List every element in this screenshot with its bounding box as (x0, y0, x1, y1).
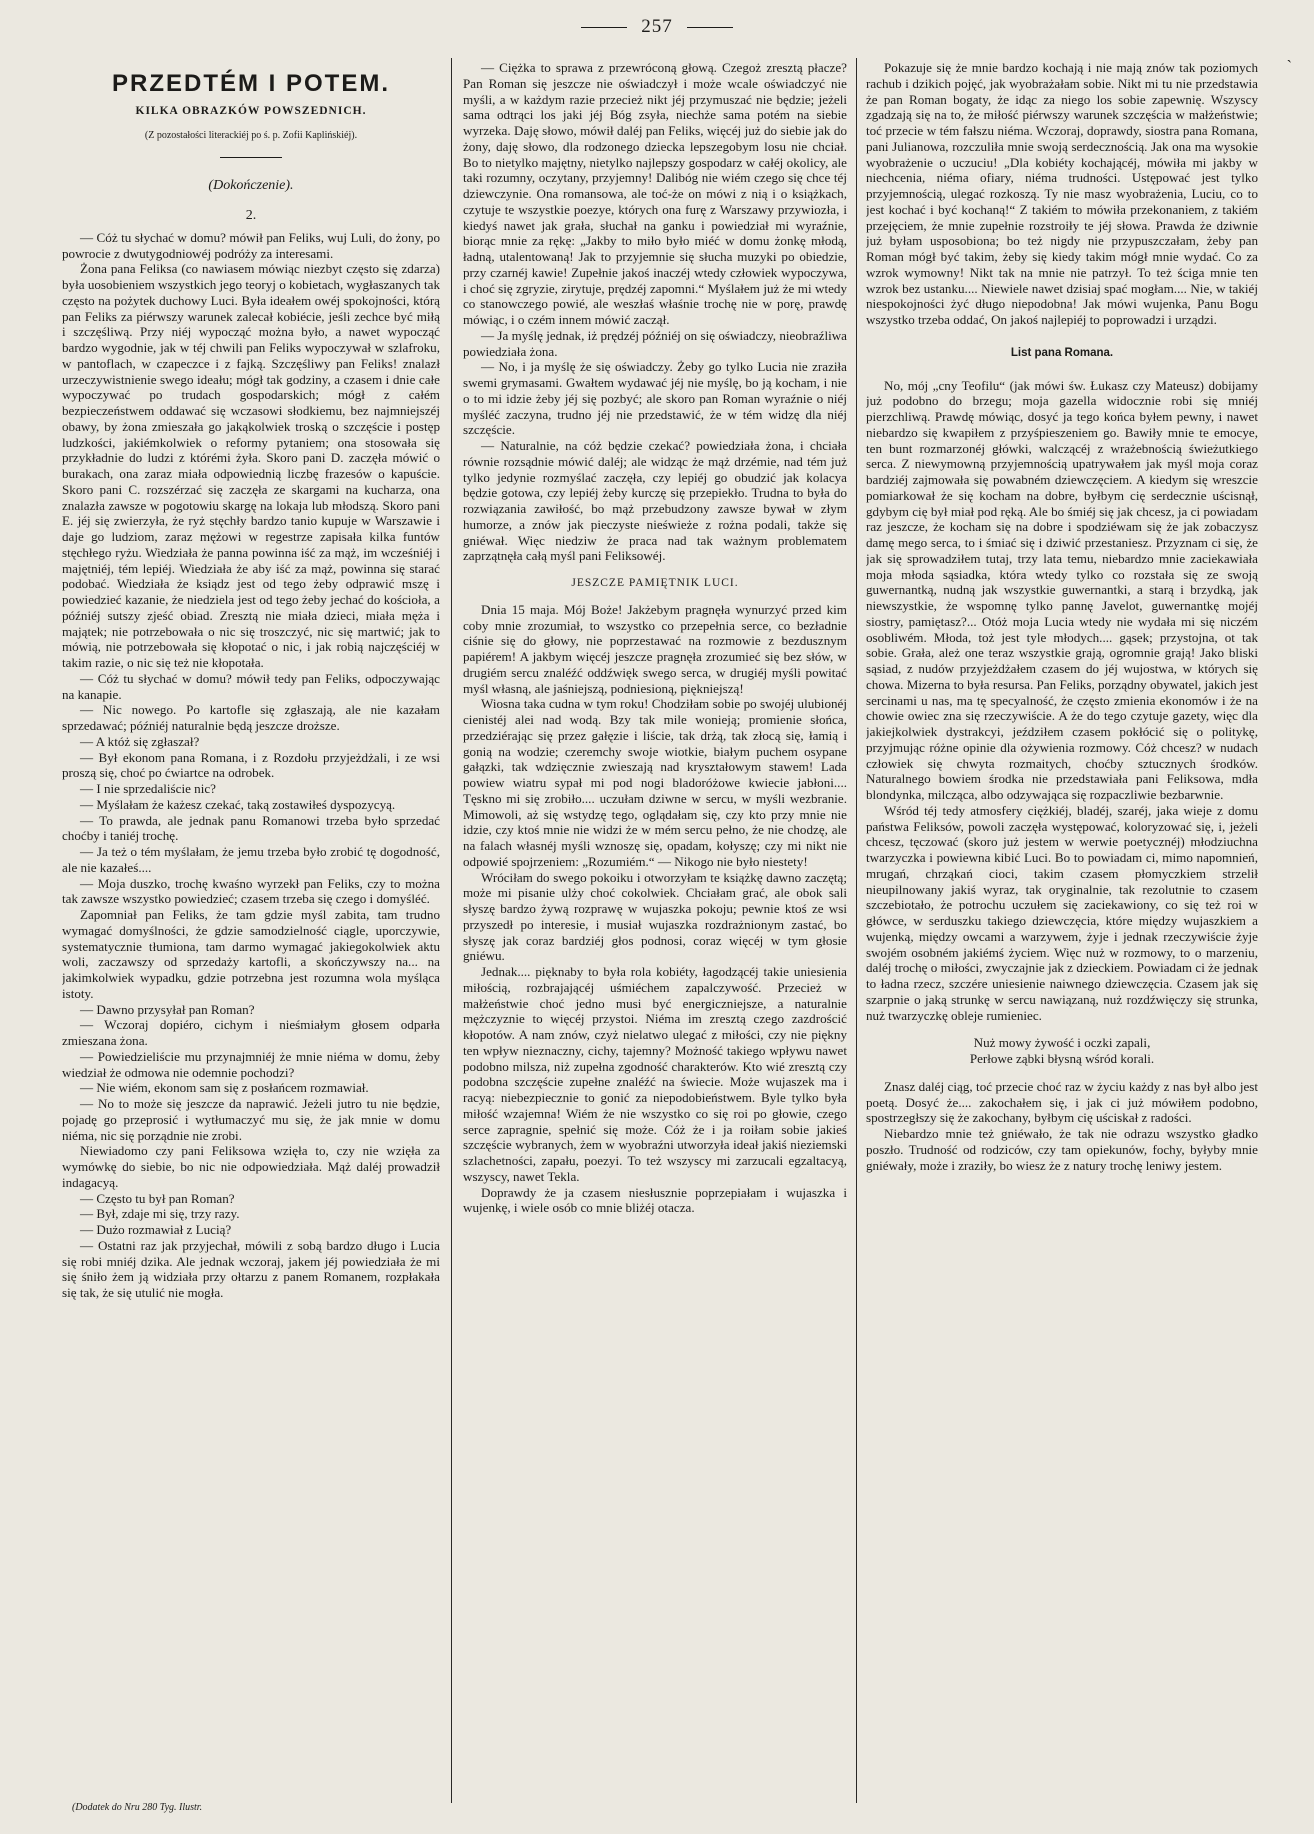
paragraph: — Moja duszko, trochę kwaśno wyrzekł pan Feliks, czy to można tak zawsze wszystko powiedzieć; czasem trzeba się czego i domyśléć. (62, 875, 440, 907)
paragraph: — Ciężka to sprawa z przewróconą głową. Czegoż zresztą płacze? Pan Roman się jeszcze nie oświadczył i może wcale oświadczyć nie myśli, a w każdym razie przecież nikt jéj przymuszać nie będzie; jeżeli sama odtrąci los jaki jéj Bóg zsyła, niechże sama potém na siebie wyrzeka. Daję słowo, mówił daléj pan Feliks, więcéj już do siebie jak do żony, daję słowo, dla rodzonego dziecka lepszegobym losu nie chciał. Bo to nietylko majętny, nietylko najlepszy gospodarz w całéj okolicy, ale taki rozumny, oczytany, przyjemny! Dalibóg nie wiém czego się chce téj dziewczynie. Ona romansowa, ale toć-że on mówi z nią i o książkach, czytuje te wszystkie poezye, których ona furę z Warszawy przywiozła, i kiedyś nawet jak grała, słuchał na ganku i powiedział mi wyraźnie, biorąc mnie za rękę: „Jakby to miło było miéć w domu żonkę młodą, ładną, utalentowaną! Jak to przyjemnie się słucha muzyki po obiedzie, przy czarnéj kawie! Zupełnie jakoś inaczéj wtedy człowiek wypoczywa, i choć się zgryzie, zirytuje, prędzéj zapomni.“ Myślałem już że mi wtedy co stanowczego powié, ale weszłaś właśnie trochę nie w porę, prawdę mówiąc, i o czém innem mówić zaczął. (463, 60, 847, 327)
diary-heading: JESZCZE PAMIĘTNIK LUCI. (571, 577, 739, 589)
page-number (0, 16, 1314, 38)
supplement-note: (Dodatek do Nru 280 Tyg. Ilustr. (72, 1802, 203, 1813)
paragraph: — Cóż tu słychać w domu? mówił pan Feliks, wuj Luli, do żony, po powrocie z dwutygodniowéj podróży za interesami. (62, 229, 440, 261)
column-1-body (62, 230, 440, 1301)
paragraph: Żona pana Feliksa (co nawiasem mówiąc niezbyt często się zdarza) była uosobieniem wszystkich jego teoryj o kobietach, wygłaszanych tak często na pożytek duchowy Luci. Była ideałem owéj spokojności, którą pan Feliks za piérwszy warunek zalecał kobiécie, jeśli zechce być miłą i szczęśliwą. Przy niéj wypocząć można było, a nawet wypocząć bardzo wygodnie, jak w téj chwili pan Feliks wypoczywał w szlafroku, w pantoflach, w czapeczce i z fajką. Szczęśliwy pan Feliks! znalazł urzeczywistnienie swego ideału; mógł tak godziny, a czasem i dnie całe wypoczywać po trudach gospodarskich; mógł z całém bezpieczeństwem oddawać się wczasowi słodkiemu, bez najmniejszéj obawy, by żona zmieszała go jakąkolwiek troską o szczęście i postęp ludzkości, jakiémkolwiek o reformy pytaniem; ona stosowała się przykładnie do ludzi z którémi żyła. Skoro pani D. zaczęła mówić o burakach, ona zaraz miała odpowiednią liczbę frazesów o kapuście. Skoro pani C. rozszérzać się zaczęła ze skargami na kucharza, ona znalazła zawsze w pogotowiu skargę na lokaja lub młodszą. Skoro pani E. jéj się zwierzyła, że ryż stęchły bardzo tanio kupuje w Warszawie i daje go ludziom, zaraz mężowi w regestrze zapisała kilka funtów stęchłego ryżu. Wiedziała że panna powinna iść za mąż, im wcześniéj i majętniéj, tém lepiéj. Wiedziała że aby iść za mąż, powinna się starać podobać. Wiedziała że ksiądz jest od tego żeby odprawić mszę i powiedzieć kazanie, że niedziela jest od tego żeby jechać do kościoła, a późniéj sutszy zjeść obiad. Zresztą nie miała dzieci, miała męża i majątek; nie potrzebowała o nic się troszczyć, nic się martwić; jak to mówią, nie potrzebowała się kłopotać o nic, i jak robią najczęściéj w takim razie, o nic się też nie kłopotała. (62, 261, 440, 670)
paragraph: — No, i ja myślę że się oświadczy. Żeby go tylko Lucia nie zraziła swemi grymasami. Gwałtem wydawać jéj nie myślę, bo ją kocham, i nie o to mi idzie żeby jéj się pozbyć; ale skoro pan Roman wyraźnie o niéj myśléć zaczyna, trudno jéj nie przedstawić, że w tém widzę dla niéj szczęście. (463, 359, 847, 438)
article-subtitle: KILKA OBRAZKÓW POWSZEDNICH. (135, 104, 367, 117)
source-note: (Z pozostałości literackiéj po ś. p. Zofii Kaplińskiéj). (144, 129, 358, 141)
paragraph: — I nie sprzedaliście nic? (80, 781, 216, 796)
page-number-dash-right (687, 27, 733, 28)
column-1 (62, 60, 440, 1800)
paragraph: — Wczoraj dopiéro, cichym i nieśmiałym głosem odparła zmieszana żona. (62, 1017, 440, 1048)
margin-mark: ` (1286, 58, 1292, 75)
paragraph: — A któż się zgłaszał? (80, 733, 200, 749)
page-number-dash-left (581, 27, 627, 28)
column-2-body-a (463, 60, 847, 564)
paragraph: — Naturalnie, na cóż będzie czekać? powiedziała żona, i chciała równie rozsądnie mówić daléj; ale widząc że mąż drzémie, nad tém już tylko jedynie rozmyślać zaczęła, czy lepiéj go obudzić jak kolacya będzie gotowa, czy lepiéj żeby kurczę się przepiekło. Trudna to była do rozwiązania zawiłość, bo mąż przebudzony zawsze bywał w złym humorze, a znów jak pieczyste nieświeże z rożna podali, także się gniéwał. Więc niedziw że praca nad tak ważnym problematem zaprzątnęła całą myśl pani Feliksowéj. (463, 438, 847, 564)
paragraph: No, mój „cny Teofilu“ (jak mówi św. Łukasz czy Mateusz) dobijamy już podobno do brzegu; moja gazella widocznie robi się mniéj pierzchliwą. Prawdę mówiąc, dosyć ja tego końca byłem pewny, i nawet niebardzo się kwapiłem z przyśpieszeniem go. Bawiły mnie te emocye, ten bunt rozmarzonéj główki, walczącéj z wrażebnością świeżutkiego serca. Z niewymowną przyjemnością upatrywałem jak myśl moja coraz bardziéj zajmowała się powabném dziewczęciem. A kiedym się wreszcie pomiarkował że się kocham na dobre, byłbym cię serdecznie uścisnął, gdybym cię był miał pod ręką. Ale bo śmiéj się jak chcesz, ja ci powiadam raz jeszcze, że kocham się na dobre i spodziéwam się że jak zobaczysz damę mego serca, to i śmiać się i dziwić przestaniesz. Przyznam ci się, że jak się sprowadziłem tutaj, trzy lata temu, niebardzo mnie zaciekawiała moja młoda sąsiadka, która wtedy tylko co rozstała się ze swoją guwernantką, nudną jak wszystkie guwernantki, a starą i brzydką, jak niewszystkie, że wspomnę tylko pannę Javelot, guwernantkę mojéj siostry, pamiętasz?... Otóż moja Lucia wtedy nie wydała mi się niczém osobliwém. Młoda, toż jest tyle młodych.... gąsek; przystojna, ot tak sobie. Grała, ależ one teraz wszystkie grają, ogromnie grają! Jako bliski sąsiad, z nudów przyjeżdżałem czasem do jéj wujostwa, w których się chowa. Mizerna to była resursa. Pan Feliks, porządny obywatel, jakich jest sercinami u nas, ma tę specyalność, że często zmienia ekonomów i że na chowie owiec zna się rzeczywiście. A że do tego czytuje gazety, więc dla jakiejkolwiek dystrakcyi, jeździłem czasem pokłócić się o politykę, przyjmując różne opinie dla ożywienia rozmowy. Cóż chcesz? w nudach człowiek się chwyta rozmaitych, choćby sztucznych środków. Naturalnego bowiem środka nie przedstawiała pani Feliksowa, mdła blondynka, milcząca, albo odzywająca się rozpaczliwie bezbarwnie. (866, 377, 1258, 802)
column-3-body-c (866, 1079, 1258, 1174)
column-3 (866, 60, 1258, 1800)
paragraph: — Myślałam że każesz czekać, taką zostawiłeś dyspozycyą. (80, 796, 396, 812)
paragraph: Niewiadomo czy pani Feliksowa wzięła to, czy nie wzięła za wymówkę do siebie, bo nic nie odpowiedziała. Mąż daléj prowadził indagacyą. (62, 1143, 440, 1190)
letter-heading: List pana Romana. (1010, 346, 1114, 359)
paragraph: Zapomniał pan Feliks, że tam gdzie myśl zabita, tam trudno wymagać domyślności, że gdzie samodzielność ciągle, uporczywie, systematycznie tłumiona, tam darmo wymagać jakiegokolwiek aktu woli, zaczawszy od sprzedaży kartofli, a skończywszy na... na jakimkolwiek wypadku, gdzie potrzebna jest rozumna wola myśląca istoty. (62, 907, 440, 1001)
paragraph: — To prawda, ale jednak panu Romanowi trzeba było sprzedać choćby i taniéj trochę. (62, 812, 440, 844)
verse-block (866, 1035, 1258, 1067)
paragraph: Wśród téj tedy atmosfery ciężkiéj, bladéj, szaréj, jaka wieje z domu państwa Feliksów, powoli zaczęła występować, koloryzować się, i, jeżeli chcesz, tęczować (skoro już jestem w werwie poetycznéj) młodziuchna twarzyczka i powiewna kibić Luci. Bo to powiadam ci, mimo napomnień, mrugań, chrząkań cioci, takim czasem płomyczkiem strzelił nieupilnowany jakiś wyraz, tak oryginalnie, tak rezolutnie to czasem szczebiotało, że potrochu uczułem się zaciekawiony, co się też roi w główce, w serduszku takiego dziewczęcia, które między wujaszkiem a wujenką, między owcami a warzywem, żyje i jednak rzeczywiście żyje swojém osobném jakiémś życiem. Więc nuż w rozmowy, to o marzeniu, daléj trochę o miłości, zwyczajnie jak z dzieckiem. Powiadam ci że jednak to ładna rzecz, szczére uniesienie naiwnego dziewczęcia. Czasem jak się szarpnie o jaką strunkę w sercu nawiązaną, nuż rozdźwięczy się strunka, nuż twarzyczkę obleje rumieniec. (866, 802, 1258, 1023)
paragraph: — No to może się jeszcze da naprawić. Jeżeli jutro tu nie będzie, pojadę go przeprosić i wytłumaczyć mu się, że jak mnie w domu niéma, nic się porządnie nie zrobi. (62, 1096, 440, 1143)
paragraph: — Był, zdaje mi się, trzy razy. (80, 1206, 240, 1222)
verse-line: Nuż mowy żywość i oczki zapali, (973, 1035, 1151, 1051)
paragraph: — Ja myślę jednak, iż prędzéj późniéj on się oświadczy, nieobraźliwa powiedziała żona. (463, 327, 847, 359)
paragraph: Znasz daléj ciąg, toć przecie choć raz w życiu każdy z nas był albo jest poetą. Dosyć że.... zakochałem się, i jak ci już mówiłem podobno, spostrzegłszy się że zakochany, byłbym cię uściskał z radości. (866, 1078, 1258, 1126)
paragraph: — Często tu był pan Roman? (80, 1190, 235, 1206)
page-number-text: 257 (641, 16, 673, 37)
paragraph: Dnia 15 maja. Mój Boże! Jakżebym pragnęła wynurzyć przed kim coby mnie zrozumiał, to wszystko co przepełnia serce, co bezładnie ciśnie się do głowy, nie poprzestawać na rozmowie z bezdusznym papiérem! A jakbym więcéj jeszcze pragnęła zrozumieć się bez słów, w drugiém sercu znaléźć oddźwięk swego serca, w drugiéj myśli powitać myśl własną, ale jaśniejszą, podniesioną, piękniejszą! (463, 601, 847, 696)
title-divider (220, 157, 282, 158)
section-number: 2. (245, 208, 257, 223)
article-title: PRZEDTÉM I POTEM. (111, 70, 390, 97)
column-rule-1 (451, 58, 452, 1803)
paragraph: — Powiedzieliście mu przynajmniéj że mnie niéma w domu, żeby wiedział że odmowa nie odemnie pochodzi? (62, 1048, 440, 1080)
paragraph: Niebardzo mnie też gniéwało, że tak nie odrazu wszystko gładko poszło. Trudność od rodziców, czy tam opiekunów, fochy, byłyby mnie gniéwały, może i zraziły, bo wiesz że z natury trochę leniwy jestem. (866, 1126, 1258, 1173)
paragraph: Jednak.... pięknaby to była rola kobiéty, łagodzącéj takie uniesienia miłością, rozbrajającéj uśmiéchem zapalczywość. Przecież w małżeństwie choć jedno musi być energiczniejsze, a naturalnie mężczyznie to więcéj przystoi. Niéma im zresztą czego zazdrościć kłopotów. A nam znów, czyż nielatwo ulegać z miłości, czy nie piękny ten wpływ nieznaczny, cichy, tajemny? Możność takiego wpływu nawet podobno milsza, niż zupełna zgodność charakterów. Kto wié zresztą czy podobna szczęście zupełne znaléźć na świecie. Może wujaszek ma i racyą: niebezpiecznie to gonić za niepodobieństwem. Byle tylko była miłość wzajemna! Wiém że nie wszystko co się roi po głowie, czego serce zapragnie, spełnić się może. Cóż że i ja roiłam sobie jakieś szczęście wybranych, żem w wyobraźni utworzyła ideał jakiś nieziemski szlachetności, zapału, poezyi. To też wszyscy mi zarzucali egzaltacyą, wszyscy, nawet Tekla. (463, 964, 847, 1184)
paragraph: — Nie wiém, ekonom sam się z posłańcem rozmawiał. (80, 1080, 369, 1096)
paragraph: Wiosna taka cudna w tym roku! Chodziłam sobie po swojéj ulubionéj cienistéj alei nad wodą. Bzy tak mile wonieją; promienie słońca, przedziérając się przez gałęzie i liście, tak drżą, tak złocą się, łamią i gonią na wodzie; czeremchy swoje wiotkie, białym puchem osypane gałązki, tak wdzięcznie zwieszają nad kryształowym stawem! Lada powiew wiatru sypał mi pod nogi bladoróżowe kwiecie jabłoni.... Tęskno mi się zrobiło.... uczułam dziwne w sercu, w myśli wezbranie. Mimowoli, aż się wstydzę tego, oglądałam się, czy kto przy mnie nie idzie, czy ktoś mnie nie widzi że w mém sercu pełno, że nie chodzę, ale na falach własnéj myśli wznoszę się, opadam, kołyszę; czy mi nikt nie odpowié spojrzeniem: „Rozumiém.“ — Nikogo nie było niestety! (463, 696, 847, 869)
column-3-body-a (866, 60, 1258, 328)
continuation-note: (Dokończenie). (208, 178, 294, 194)
column-2-body-b (463, 602, 847, 1216)
paragraph: — Dużo rozmawiał z Lucią? (80, 1222, 232, 1237)
paragraph: — Był ekonom pana Romana, i z Rozdołu przyjeżdżali, i ze wsi proszą się, choć po ćwiartce na odrobek. (62, 749, 440, 781)
verse-line: Perłowe ząbki błysną wśród korali. (969, 1051, 1155, 1066)
paragraph: — Nic nowego. Po kartofle się zgłaszają, ale nie kazałam sprzedawać; późniéj naturalnie będą jeszcze droższe. (62, 702, 440, 733)
paragraph: Pokazuje się że mnie bardzo kochają i nie mają znów tak poziomych rachub i dzikich pojęć, jak wyobrażałam sobie. Nikt mi tu nie przedstawia że pan Roman bogaty, że idąc za niego los sobie zapewnię. Wszyscy zgadzają się na to, że miłość piérwszy warunek szczęścia w małżeństwie; toć przecie w tém fałszu niéma. Wczoraj, doprawdy, siostra pana Romana, pani Julianowa, rozczuliła mnie swoją serdecznością. Jak ona ma wysokie wyobrażenie o uczuciu! „Dla kobiéty kochającéj, mówiła mi jakby w niechcenia, niéma ofiary, niéma trudności. Ustępować jest tylko przyjemnością, ulegać rozkoszą. Ty nie masz wyobrażenia, Luciu, co to jest kochać i być kochaną!“ Z takiém to mówiła przekonaniem, z takiém przejęciem, że mnie zupełnie rozstroiły te jéj słowa. Prawda że dziwnie już byłam usposobiona; bo też nigdy nie przypuszczałam, żeby pan Roman mógł być takim, żeby się kiedy takim mógł mnie wydać. Co za wzrok wymowny! Nikt tak na mnie nie patrzył. To też ściga mnie ten wzrok bez ustanku.... Niewiele nawet dzisiaj spać mogłam.... Nie, w takiéj niespokojności żyć długo niepodobna! Jak mówi wujenka, Panu Bogu wszystko trzeba oddać, On jakoś najlepiéj to poprowadzi i urządzi. (866, 60, 1258, 327)
paragraph: — Dawno przysyłał pan Roman? (80, 1001, 255, 1017)
column-rule-2 (856, 58, 857, 1803)
column-3-body-b (866, 378, 1258, 1024)
paragraph: — Ostatni raz jak przyjechał, mówili z sobą bardzo długo i Lucia się robi mniéj dzika. Ale jednak wczoraj, jakem jéj powiedziała że mi się śniło żem ją widziała przy ołtarzu z panem Romanem, rozpłakała się tak, że się utulić nie mogła. (62, 1237, 440, 1300)
paragraph: — Cóż tu słychać w domu? mówił tedy pan Feliks, odpoczywając na kanapie. (62, 670, 440, 702)
column-2 (463, 60, 847, 1800)
paragraph: Wróciłam do swego pokoiku i otworzyłam te książkę dawno zaczętą; może mi pisanie ulży choć cokolwiek. Chciałam grać, ale obok sali słyszę bardzo żywą rozprawę w wujaszka pokoju; pewnie ktoś ze wsi przyszedł po interesie, i musiał wujaszka rozdrażnionym zastać, bo słyszę jak coraz bardziéj głos podnosi, coraz więcéj w tym głosie gniéwu. (463, 869, 847, 964)
paragraph: — Ja też o tém myślałam, że jemu trzeba było zrobić tę dogodność, ale nie kazałeś.... (62, 844, 440, 875)
paragraph: Doprawdy że ja czasem niesłusznie poprzepiałam i wujaszka i wujenkę, i wiele osób co mnie bliżéj otacza. (463, 1184, 847, 1216)
